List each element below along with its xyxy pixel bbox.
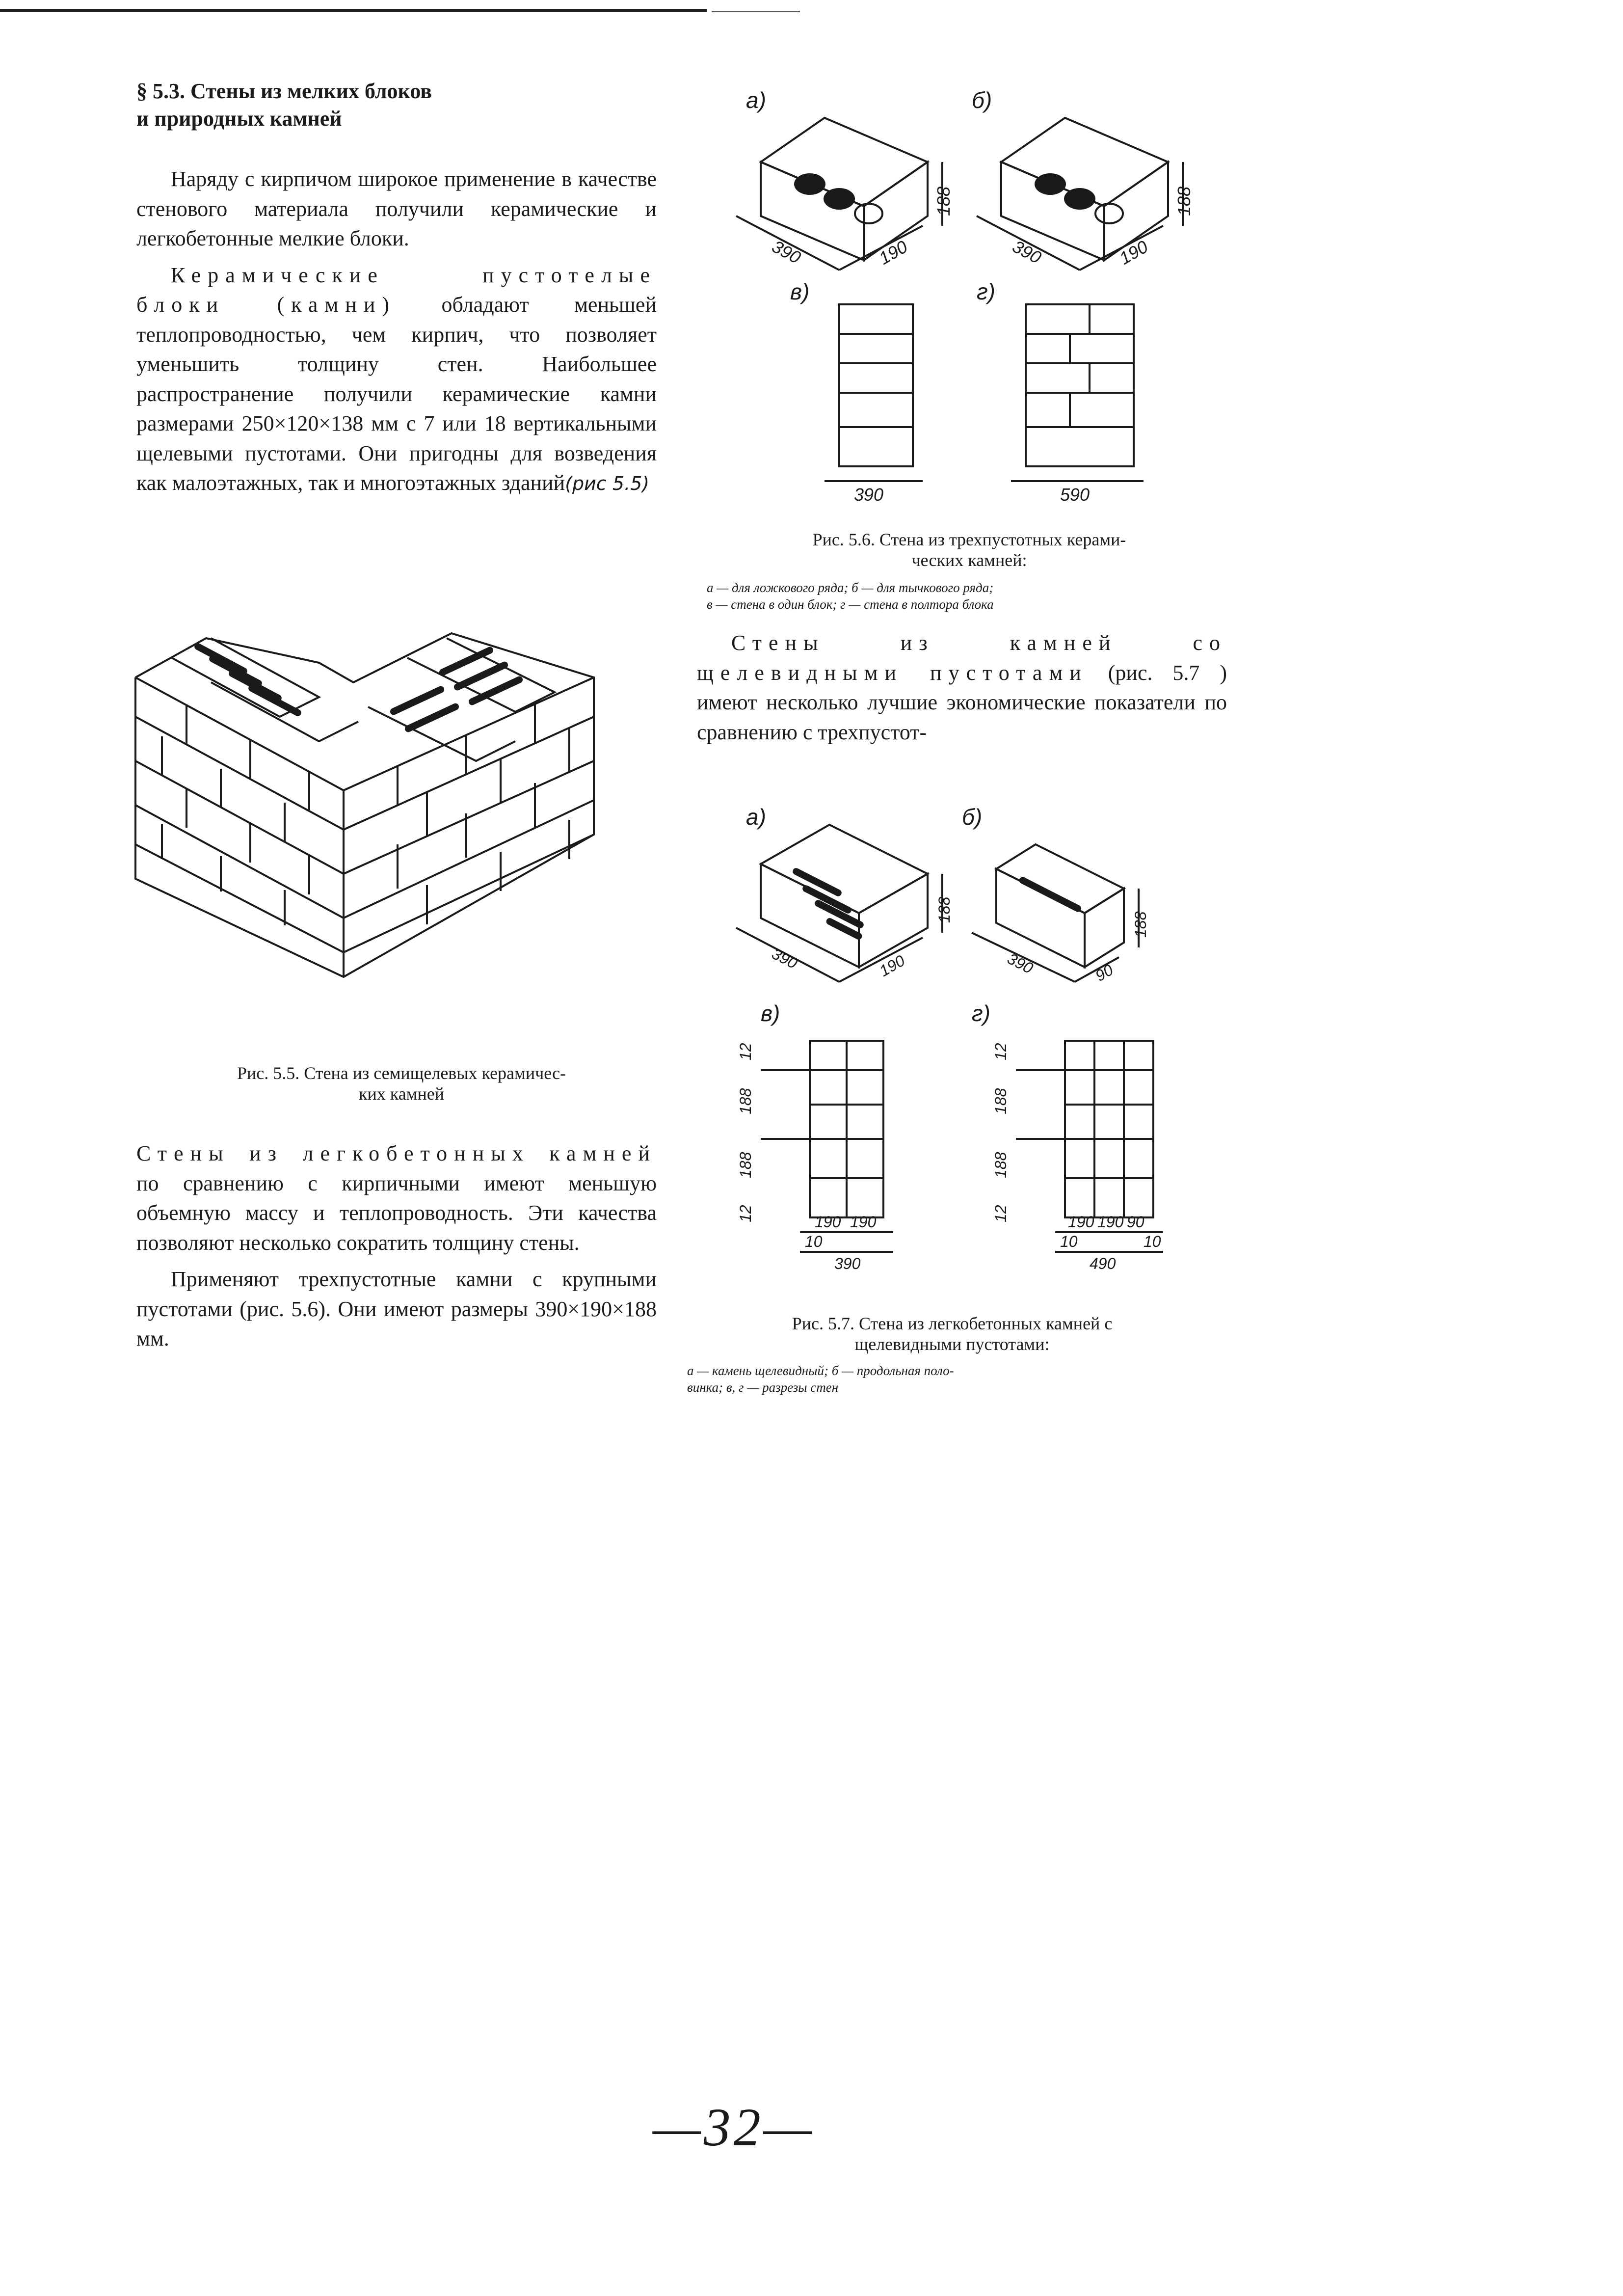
- fig57-dim-10-g1: 10: [1060, 1233, 1078, 1250]
- figure-ref-5-5: (рис 5.5): [565, 473, 650, 494]
- fig57-dim-10-g2: 10: [1144, 1233, 1161, 1250]
- paragraph-2-body: обладают меньшей теплопроводностью, чем кирпич, что позволяет уменьшить толщину стен. Наибольшее распространение получили керамические камни размерами 250×120×138 мм с 7 или 18 вертикальными щелевыми пустотами. Они пригодны для возведения как малоэтажных, так и многоэтажных зданий: [136, 293, 657, 495]
- fig56-dim-190-a: 190: [875, 236, 911, 269]
- fig56-dim-188-a: 188: [933, 186, 954, 216]
- fig57-dim-390-a: 390: [769, 945, 800, 972]
- right-text-block: [697, 628, 1227, 747]
- fig56-label-b: б): [972, 87, 992, 113]
- fig57-dim-190-v1: 190: [815, 1213, 841, 1231]
- figure-5-5-caption-line2: ких камней: [359, 1084, 444, 1104]
- fig57-dim-12-v-top: 12: [737, 1043, 754, 1060]
- fig56-dim-590-g: 590: [1060, 485, 1090, 505]
- fig56-dim-190-b: 190: [1116, 236, 1152, 269]
- left-text-block-1: [136, 164, 657, 499]
- fig57-dim-188-v-bottom: 188: [737, 1152, 754, 1178]
- figure-5-6-legend-line2: в — стена в один блок; г — стена в полтора блока: [707, 597, 994, 612]
- fig57-label-v: в): [761, 1000, 780, 1026]
- figure-5-6-legend-line1: а — для ложкового ряда; б — для тычкового ряда;: [707, 580, 994, 595]
- fig57-dim-12-v-bottom: 12: [737, 1205, 754, 1222]
- figure-5-7-legend-line1: а — камень щелевидный; б — продольная поло-: [687, 1363, 954, 1378]
- fig57-dim-190-a: 190: [876, 951, 908, 980]
- fig56-dim-390-v: 390: [854, 485, 884, 505]
- figure-5-5-caption-line1: Рис. 5.5. Стена из семищелевых керамичес-: [237, 1063, 566, 1083]
- header-rule: [0, 9, 707, 12]
- paragraph-1: Наряду с кирпичом широкое применение в качестве стенового материала получили керамические и легкобетонные мелкие блоки.: [136, 167, 657, 250]
- section-title-line1: § 5.3. Стены из мелких блоков: [136, 79, 432, 103]
- figure-5-6-caption-line2: ческих камней:: [911, 550, 1027, 570]
- section-title-line2: и природных камней: [136, 107, 342, 131]
- term-ceramic-blocks: Керамические пустотелые блоки (камни): [136, 263, 657, 317]
- fig56-label-g: г): [977, 279, 996, 304]
- paragraph-5: [697, 628, 1227, 747]
- fig56-label-v: в): [790, 279, 810, 304]
- fig56-dim-390-a: 390: [769, 236, 804, 268]
- term-slotted-stones: Стены из камней со щелевидными пустотами: [697, 631, 1227, 685]
- fig57-dim-12-g-bottom: 12: [992, 1205, 1010, 1222]
- figure-5-6-caption-line1: Рис. 5.6. Стена из трехпустотных керами-: [812, 530, 1126, 549]
- fig57-dim-188-g-top: 188: [992, 1088, 1010, 1114]
- fig57-dim-188-g-bottom: 188: [992, 1152, 1010, 1178]
- page-number: —32—: [653, 2097, 815, 2157]
- fig57-dim-90-b: 90: [1092, 961, 1117, 985]
- figure-5-7-caption-line1: Рис. 5.7. Стена из легкобетонных камней с: [792, 1314, 1113, 1333]
- fig57-dim-190-g2: 190: [1097, 1213, 1124, 1231]
- fig56-label-a: а): [746, 87, 766, 113]
- paragraph-3-body: по сравнению с кирпичными имеют меньшую объемную массу и теплопроводность. Эти качества позволяют несколько сократить толщину стены.: [136, 1171, 657, 1255]
- fig57-dim-10-v: 10: [805, 1233, 823, 1250]
- paragraph-5-body: (рис. 5.7 ) имеют несколько лучшие экономические показатели по сравнению с трехпустот-: [697, 660, 1227, 744]
- fig57-dim-188-a: 188: [935, 896, 953, 923]
- fig56-dim-188-b: 188: [1174, 186, 1194, 216]
- paragraph-2: [136, 261, 657, 499]
- fig57-dim-190-g1: 190: [1068, 1213, 1094, 1231]
- fig57-dim-490-g: 490: [1090, 1255, 1116, 1272]
- figure-5-7-legend-line2: винка; в, г — разрезы стен: [687, 1380, 839, 1395]
- header-rule-short: [712, 11, 800, 12]
- paragraph-4: Применяют трехпустотные камни с крупными пустотами (рис. 5.6). Они имеют размеры 390×190×188 мм.: [136, 1267, 657, 1351]
- figure-5-6-caption: [707, 529, 1232, 570]
- fig57-dim-188-b: 188: [1132, 911, 1149, 938]
- figure-5-5-drawing: [133, 604, 672, 1036]
- left-text-block-2: [136, 1139, 657, 1354]
- paragraph-3: [136, 1139, 657, 1258]
- section-title: [136, 78, 627, 133]
- fig57-dim-390-b: 390: [1004, 949, 1036, 977]
- fig57-dim-390-v: 390: [834, 1255, 861, 1272]
- figure-5-7-caption-line2: щелевидными пустотами:: [854, 1334, 1050, 1354]
- figure-5-7-drawing: [721, 805, 1202, 1301]
- fig57-label-g: г): [972, 1000, 991, 1026]
- figure-5-7-caption: [687, 1313, 1217, 1354]
- figure-5-7-legend: [687, 1362, 1217, 1396]
- fig57-dim-90-g: 90: [1127, 1213, 1144, 1231]
- fig57-label-b: б): [962, 804, 983, 830]
- fig57-dim-188-v-top: 188: [737, 1088, 754, 1114]
- fig56-dim-390-b: 390: [1009, 236, 1045, 268]
- term-lightweight-concrete: Стены из легкобетонных камней: [136, 1141, 657, 1165]
- figure-5-5-caption: [136, 1063, 666, 1104]
- figure-5-6-drawing: [726, 88, 1227, 511]
- fig57-dim-12-g-top: 12: [992, 1043, 1010, 1060]
- fig57-label-a: а): [746, 804, 766, 830]
- fig57-dim-190-v2: 190: [850, 1213, 877, 1231]
- figure-5-6-legend: [707, 579, 1232, 613]
